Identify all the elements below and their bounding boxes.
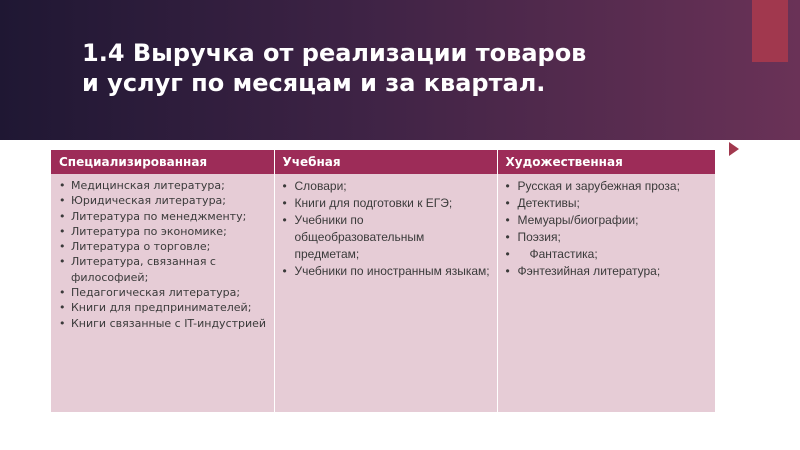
accent-bar <box>752 0 788 62</box>
specialized-list <box>57 178 268 331</box>
book-categories-table <box>51 150 715 412</box>
list-item: • Книги связанные с IT-индустрией <box>57 316 268 331</box>
header-fiction: Художественная <box>497 150 715 174</box>
list-item: • Русская и зарубежная проза; <box>504 178 710 195</box>
list-item: • Литература по экономике; <box>57 224 268 239</box>
list-item: • Учебники по иностранным языкам; <box>281 263 491 280</box>
list-item: • Мемуары/биографии; <box>504 212 710 229</box>
list-item-text: Фантастика; <box>529 247 598 261</box>
list-item: • Книги для предпринимателей; <box>57 300 268 315</box>
table-row <box>51 174 715 412</box>
cell-educational <box>274 174 497 412</box>
educational-list <box>281 178 491 280</box>
slide-title <box>82 38 682 98</box>
list-item: • Детективы; <box>504 195 710 212</box>
list-item: • Книги для подготовки к ЕГЭ; <box>281 195 491 212</box>
header-educational: Учебная <box>274 150 497 174</box>
list-item: • Педагогическая литература; <box>57 285 268 300</box>
list-item: • Юридическая литература; <box>57 193 268 208</box>
list-item: • Поэзия; <box>504 229 710 246</box>
cell-specialized <box>51 174 274 412</box>
table-header-row <box>51 150 715 174</box>
list-item <box>504 246 710 263</box>
list-item: • Медицинская литература; <box>57 178 268 193</box>
title-line-2: и услуг по месяцам и за квартал. <box>82 69 546 97</box>
cell-fiction <box>497 174 715 412</box>
list-item: • Словари; <box>281 178 491 195</box>
list-item: • Литература по менеджменту; <box>57 209 268 224</box>
list-item: • Фэнтезийная литература; <box>504 263 710 280</box>
list-item: • Учебники по общеобразовательным предметам; <box>281 212 491 263</box>
triangle-marker-icon <box>729 142 739 156</box>
list-item: • Литература, связанная с философией; <box>57 254 268 285</box>
slide-header <box>0 0 800 140</box>
title-line-1: 1.4 Выручка от реализации товаров <box>82 39 587 67</box>
fiction-list <box>504 178 710 280</box>
header-specialized: Специализированная <box>51 150 274 174</box>
list-item: • Литература о торговле; <box>57 239 268 254</box>
